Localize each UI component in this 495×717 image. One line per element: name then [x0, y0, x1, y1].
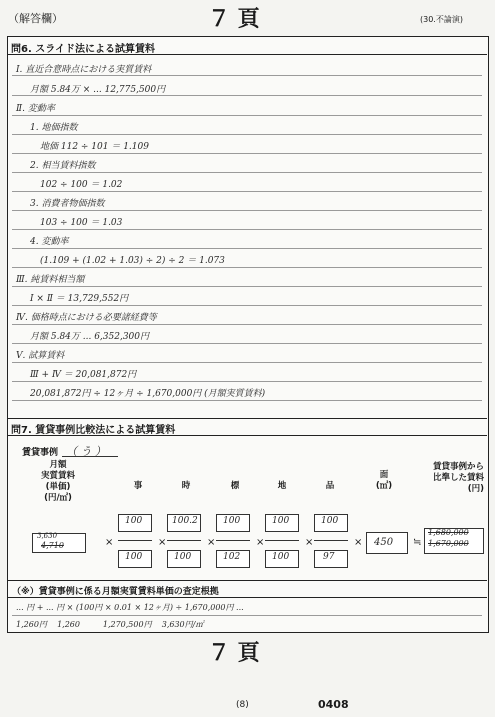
example-answer-underline — [62, 456, 118, 457]
hin-bottom-value: 97 — [323, 552, 335, 562]
unit-price-corrected: 3,630 — [37, 532, 58, 540]
unit-price-box — [32, 533, 86, 553]
q6-line: 2. 相当賃料指数 — [30, 161, 96, 171]
col-result-header: 賃貸事例から 比準した賃料 (円) — [432, 462, 484, 494]
q6-line: Ⅲ + Ⅳ ＝ 20,081,872円 — [30, 370, 137, 380]
times-sign: × — [256, 537, 265, 548]
q7-top-divider — [7, 418, 487, 419]
q6-line: Ⅰ. 直近合意時点における実質賃料 — [16, 65, 152, 75]
jijo-bottom-value: 100 — [125, 552, 143, 562]
times-sign: × — [305, 537, 314, 548]
q6-line: 月額 5.84万 × ... 12,775,500円 — [30, 85, 166, 95]
q6-title: 問6. スライド法による試算賃料 — [11, 44, 155, 55]
hin-top-value: 100 — [321, 516, 339, 526]
jiten-fraction-bar — [167, 540, 201, 541]
col-area-header: 面 (㎡) — [375, 470, 393, 491]
q6-line: 3. 消費者物価指数 — [30, 199, 105, 209]
page-title: ７ 頁 — [208, 7, 260, 32]
footer-page-number: (8) — [236, 700, 249, 710]
q6-line: Ⅱ. 変動率 — [16, 104, 55, 114]
q6-title-divider — [7, 54, 487, 55]
note-line-2: 1,260円 1,260 1,270,500円 3,630円/㎡ — [16, 620, 204, 629]
note-line-1: ... 円 + ... 円 × (100円 × 0.01 × 12ヶ月) ÷ 1,670,000円 ... — [16, 603, 244, 612]
example-label: 賃貸事例 — [22, 448, 59, 458]
footer-page-title: ７ 頁 — [208, 641, 260, 666]
q7-title-divider — [7, 435, 487, 436]
times-sign: × — [354, 537, 363, 548]
unit-price-struck: 4,710 — [41, 541, 64, 550]
times-sign: × — [207, 537, 216, 548]
example-answer: （ う ） — [66, 445, 106, 458]
times-sign: × — [158, 537, 167, 548]
col-rent-header: 月額 実質賃料 (単価) (円/㎡) — [40, 460, 75, 503]
hyojun-fraction-bar — [216, 540, 250, 541]
exam-note: (30.不論演) — [420, 15, 463, 24]
q6-line: Ⅳ. 価格時点における必要諸経費等 — [16, 313, 157, 323]
hyojun-bottom-value: 102 — [223, 552, 241, 562]
q6-line: Ⅲ. 純賃料相当額 — [16, 275, 85, 285]
col-chiiki-header: 地 — [277, 481, 287, 491]
area-value: 450 — [374, 537, 394, 548]
approx-equal-sign: ≒ — [413, 537, 422, 548]
col-hin-header: 品 — [325, 481, 335, 491]
result-value: 1,670,000 — [428, 539, 469, 548]
q6-line: Ⅰ × Ⅱ ＝ 13,729,552円 — [30, 294, 129, 304]
q6-line: Ⅴ. 試算賃料 — [16, 351, 65, 361]
note-top-divider — [7, 580, 487, 581]
q6-line: 地価 112 ÷ 101 ＝ 1.109 — [40, 142, 149, 152]
footer-code: 0408 — [318, 698, 349, 711]
jiten-top-value: 100.2 — [172, 516, 198, 526]
q6-line: 月額 5.84万 ... 6,352,300円 — [30, 332, 150, 342]
chiiki-fraction-bar — [265, 540, 299, 541]
col-jiten-header: 時 — [181, 481, 191, 491]
hyojun-top-value: 100 — [223, 516, 241, 526]
hin-fraction-bar — [314, 540, 348, 541]
note-title-divider — [7, 597, 487, 598]
note-title: （※）賃貸事例に係る月額実質賃料単価の査定根拠 — [12, 587, 219, 597]
chiiki-bottom-value: 100 — [272, 552, 290, 562]
jiten-bottom-value: 100 — [174, 552, 192, 562]
jijo-top-value: 100 — [125, 516, 143, 526]
q6-line: 4. 変動率 — [30, 237, 69, 247]
col-hyojun-header: 標 — [230, 481, 240, 491]
times-sign: × — [105, 537, 114, 548]
col-jijo-header: 事 — [133, 481, 143, 491]
result-value-struck: 1,680,000 — [428, 528, 469, 537]
jijo-fraction-bar — [118, 540, 152, 541]
chiiki-top-value: 100 — [272, 516, 290, 526]
answer-label: （解答欄） — [8, 12, 63, 25]
q6-line: 103 ÷ 100 ＝ 1.03 — [40, 218, 123, 228]
q7-title: 問7. 賃貸事例比較法による試算賃料 — [11, 425, 176, 436]
q6-line: 20,081,872円 ÷ 12ヶ月 ÷ 1,670,000円 (月額実質賃料) — [30, 389, 266, 399]
q6-line: (1.109 + (1.02 + 1.03) ÷ 2) ÷ 2 ＝ 1.073 — [40, 256, 225, 266]
q6-line: 102 ÷ 100 ＝ 1.02 — [40, 180, 123, 190]
q6-line: 1. 地価指数 — [30, 123, 78, 133]
